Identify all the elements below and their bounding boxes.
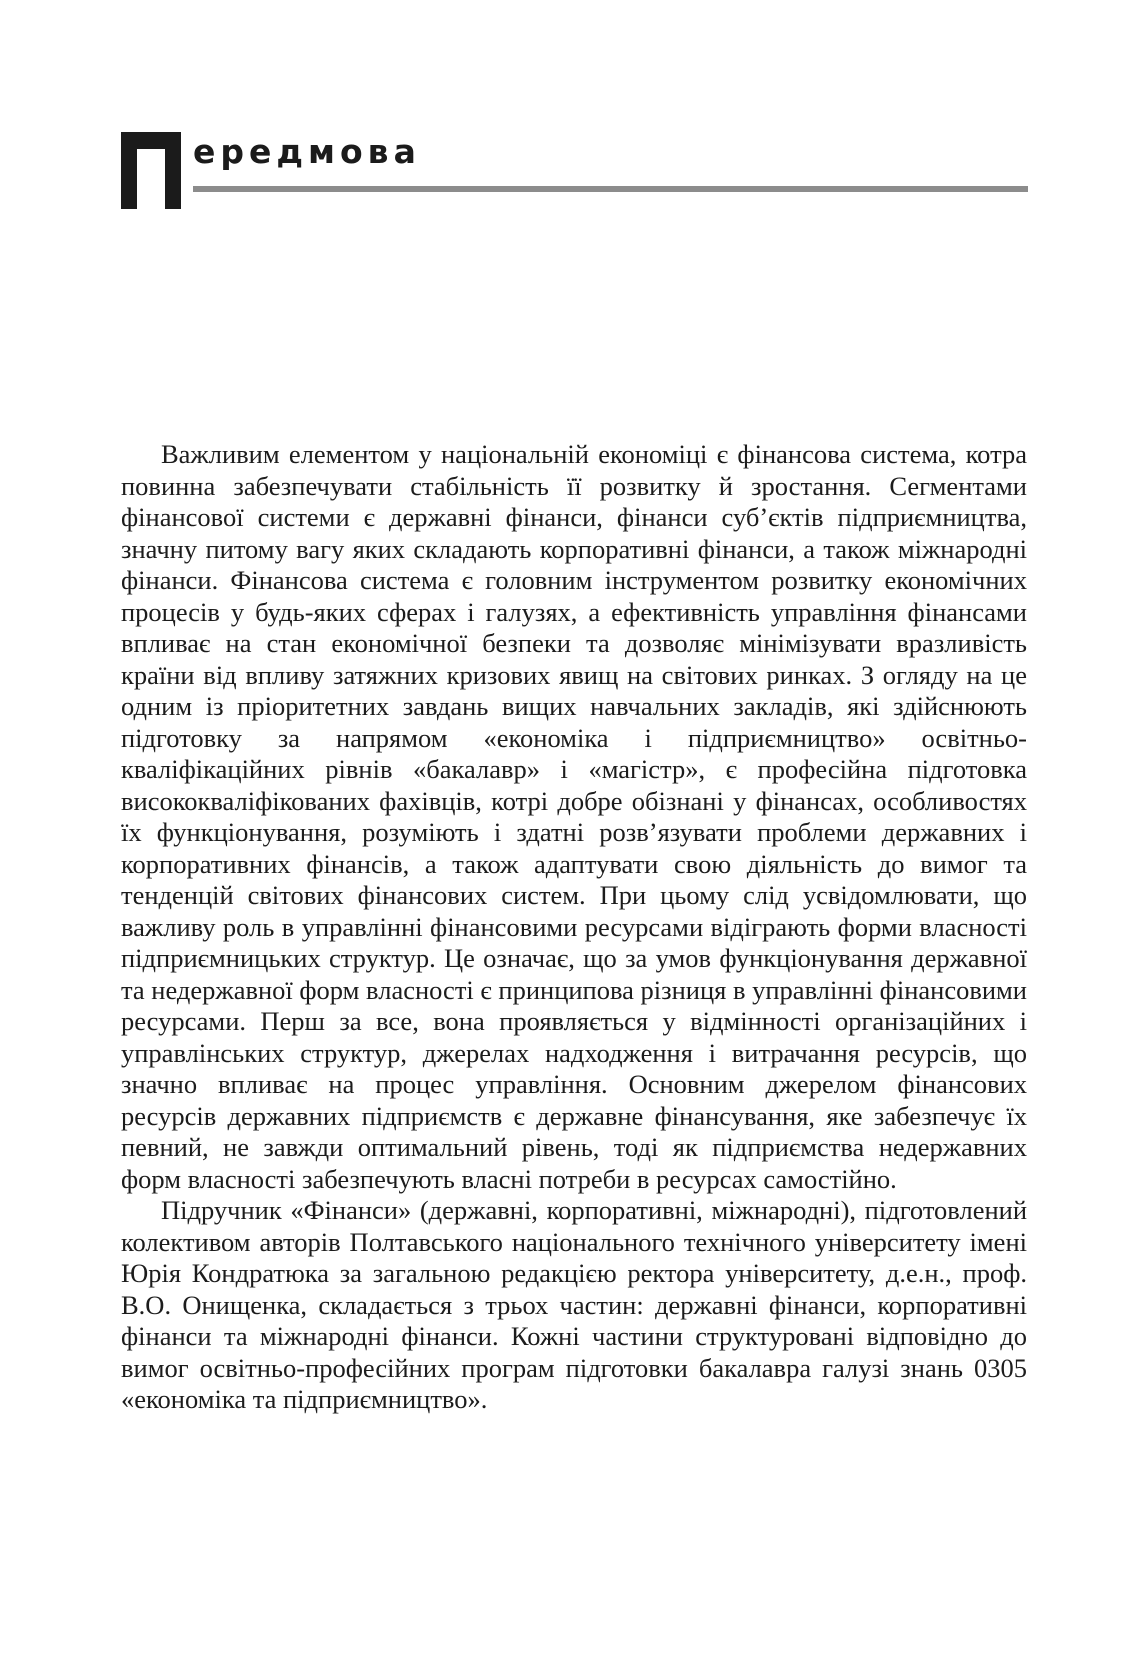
paragraph-1: Важливим елементом у національній економіці є фінансова система, котра повинна забезпечувати стабільність її розвитку й зростання. Сегментами фінансової системи є державні фінанси, фінанси суб’єктів підприємництва, значну питому вагу яких складають корпоративні фінанси, а також міжнародні фінанси. Фінансова система є головним інструментом розвитку економічних процесів у будь-яких сферах і галузях, а ефективність управління фінансами впливає на стан економічної безпеки та дозволяє мінімізувати вразливість країни від впливу затяжних кризових явищ на світових ринках. З огляду на це одним із пріоритетних завдань вищих навчальних закладів, які здійснюють підготовку за напрямом «економіка і підприємництво» освітньо-кваліфікаційних рівнів «бакалавр» і «магістр», є професійна підготовка висококваліфікованих фахівців, котрі добре обізнані у фінансах, особливостях їх функціонування, розуміють і здатні розв’язувати проблеми державних і корпоративних фінансів, а також адаптувати свою діяльність до вимог та тенденцій світових фінансових систем. При цьому слід усвідомлювати, що важливу роль в управлінні фінансовими ресурсами відіграють форми власності підприємницьких структур. Це означає, що за умов функціонування державної та недержавної форм власності є принципова різниця в управлінні фінансовими ресурсами. Перш за все, вона проявляється у відмінності організаційних і управлінських структур, джерелах надходження і витрачання ресурсів, що значно впливає на процес управління. Основним джерелом фінансових ресурсів державних підприємств є державне фінансування, яке забезпечує їх певний, не завжди оптимальний рівень, тоді як підприємства недержавних форм власності забезпечують власні потреби в ресурсах самостійно. xyxy=(121,439,1027,1194)
page-title: ередмова xyxy=(193,132,421,171)
heading-initial xyxy=(121,132,181,209)
title-divider xyxy=(193,186,1028,192)
body-text xyxy=(121,439,1027,1416)
paragraph-2: Підручник «Фінанси» (державні, корпоративні, міжнародні), підготовлений колективом авторів Полтавського національного технічного університету імені Юрія Кондратюка за загальною редакцією ректора університету, д.е.н., проф. В.О. Онищенка, складається з трьох частин: державні фінанси, корпоративні фінанси та міжнародні фінанси. Кожні частини структуровані відповідно до вимог освітньо-професійних програм підготовки бакалавра галузі знань 0305 «економіка та підприємництво». xyxy=(121,1195,1027,1414)
